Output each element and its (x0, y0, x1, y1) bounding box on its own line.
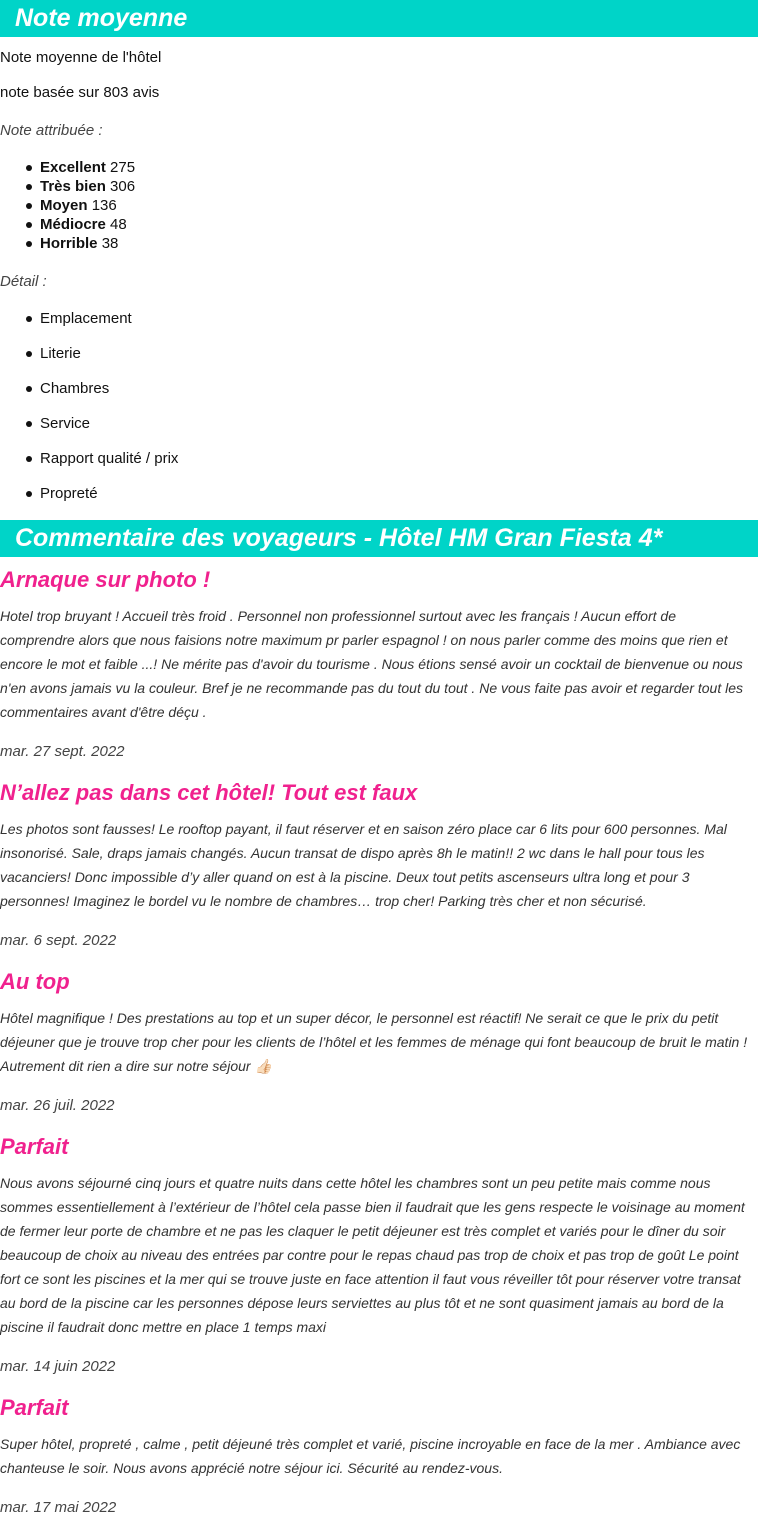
review-card (0, 968, 758, 1116)
rating-count: 306 (110, 178, 136, 195)
rating-name: Moyen (40, 197, 88, 214)
rating-name: Médiocre (40, 216, 106, 233)
detail-list (0, 309, 758, 503)
rating-name: Très bien (40, 178, 106, 195)
review-list (0, 566, 758, 1518)
ratings-label: Note attribuée : (0, 122, 103, 139)
rating-count: 275 (110, 159, 136, 176)
review-text: Super hôtel, propreté , calme , petit déjeuné très complet et varié, piscine incroyable en face de la mer . Ambiance avec chanteuse le soir. Nous avons apprécié notre séjour ici. Sécurité au rendez-vous. (0, 1436, 741, 1476)
hotel-average-label: Note moyenne de l'hôtel (0, 49, 162, 66)
review-title: Arnaque sur photo ! (0, 567, 211, 592)
detail-item: Chambres (40, 379, 758, 398)
average-rating-header: Note moyenne (0, 0, 758, 37)
review-card (0, 566, 758, 762)
detail-item: Propreté (40, 484, 758, 503)
review-date: mar. 6 sept. 2022 (0, 932, 117, 949)
review-text: Les photos sont fausses! Le rooftop payant, il faut réserver et en saison zéro place car 6 lits pour 600 personnes. Mal insonorisé. Sale, draps jamais changés. Aucun transat de dispo après 8h le matin!! 2 wc dans le hall pour tous les vacanciers! Donc impossible d’y aller quand on est à la piscine. Deux tout petits ascenseurs ultra long et pour 3 personnes! Imaginez le bordel vu le nombre de chambres… trop cher! Parking très cher et non sécurisé. (0, 821, 727, 909)
review-title: Au top (0, 969, 70, 994)
rating-count: 48 (110, 216, 127, 233)
review-text: Hôtel magnifique ! Des prestations au top et un super décor, le personnel est réactif! Ne serait ce que le prix du petit déjeuner que je trouve trop cher pour les clients de l’hôtel et les femmes de ménage qui font beaucoup de bruit le matin ! Autrement dit rien a dire sur notre séjour 👍🏻 (0, 1010, 748, 1074)
detail-item: Service (40, 414, 758, 433)
reviews-header: Commentaire des voyageurs - Hôtel HM Gran Fiesta 4* (0, 520, 758, 557)
review-title: Parfait (0, 1134, 69, 1159)
review-text: Hotel trop bruyant ! Accueil très froid . Personnel non professionnel surtout avec les français ! Aucun effort de comprendre alors que nous faisions notre maximum pr parler espagnol ! on nous parler comme des moins que rien et encore le mot et faible ...! Ne mérite pas d'avoir du tourisme . Nous étions sensé avoir un cocktail de bienvenue ou nous n'en avons jamais vu la couleur. Bref je ne recommande pas du tout du tout . Ne vous faite pas avoir et regarder tout les commentaires avant d'être déçu . (0, 608, 744, 720)
rating-item-tres-bien (40, 177, 758, 196)
detail-label: Détail : (0, 273, 47, 290)
review-count-text: note basée sur 803 avis (0, 84, 160, 101)
rating-item-mediocre (40, 215, 758, 234)
review-title: N’allez pas dans cet hôtel! Tout est faux (0, 780, 418, 805)
ratings-list (0, 158, 758, 253)
review-card (0, 1394, 758, 1518)
rating-name: Horrible (40, 235, 98, 252)
rating-count: 38 (101, 235, 119, 252)
review-date: mar. 26 juil. 2022 (0, 1097, 115, 1114)
review-date: mar. 17 mai 2022 (0, 1499, 117, 1516)
rating-item-excellent (40, 158, 758, 177)
review-card (0, 779, 758, 951)
detail-item: Literie (40, 344, 758, 363)
rating-name: Excellent (40, 159, 106, 176)
detail-item: Emplacement (40, 309, 758, 328)
review-date: mar. 27 sept. 2022 (0, 743, 125, 760)
review-title: Parfait (0, 1395, 69, 1420)
review-card (0, 1133, 758, 1377)
review-date: mar. 14 juin 2022 (0, 1358, 116, 1375)
rating-item-moyen (40, 196, 758, 215)
rating-item-horrible (40, 234, 758, 253)
rating-count: 136 (91, 197, 117, 214)
review-text: Nous avons séjourné cinq jours et quatre nuits dans cette hôtel les chambres sont un peu petite mais comme nous sommes essentiellement à l’extérieur de l’hôtel cela passe bien il faudrait que les gens respecte le voisinage au moment de fermer leur porte de chambre et ne pas les claquer le petit déjeuner est très complet et variés pour le dîner du soir beaucoup de choix au niveau des entrées par contre pour le repas chaud pas trop de choix et pas trop de goût Le point fort ce sont les piscines et la mer qui se trouve juste en face attention il faut vous réveiller tôt pour réserver votre transat au bord de la piscine car les personnes dépose leurs serviettes au plus tôt et ne sont quasiment jamais au bord de la piscine il faudrait donc mettre en place 1 temps maxi (0, 1175, 745, 1335)
detail-item: Rapport qualité / prix (40, 449, 758, 468)
